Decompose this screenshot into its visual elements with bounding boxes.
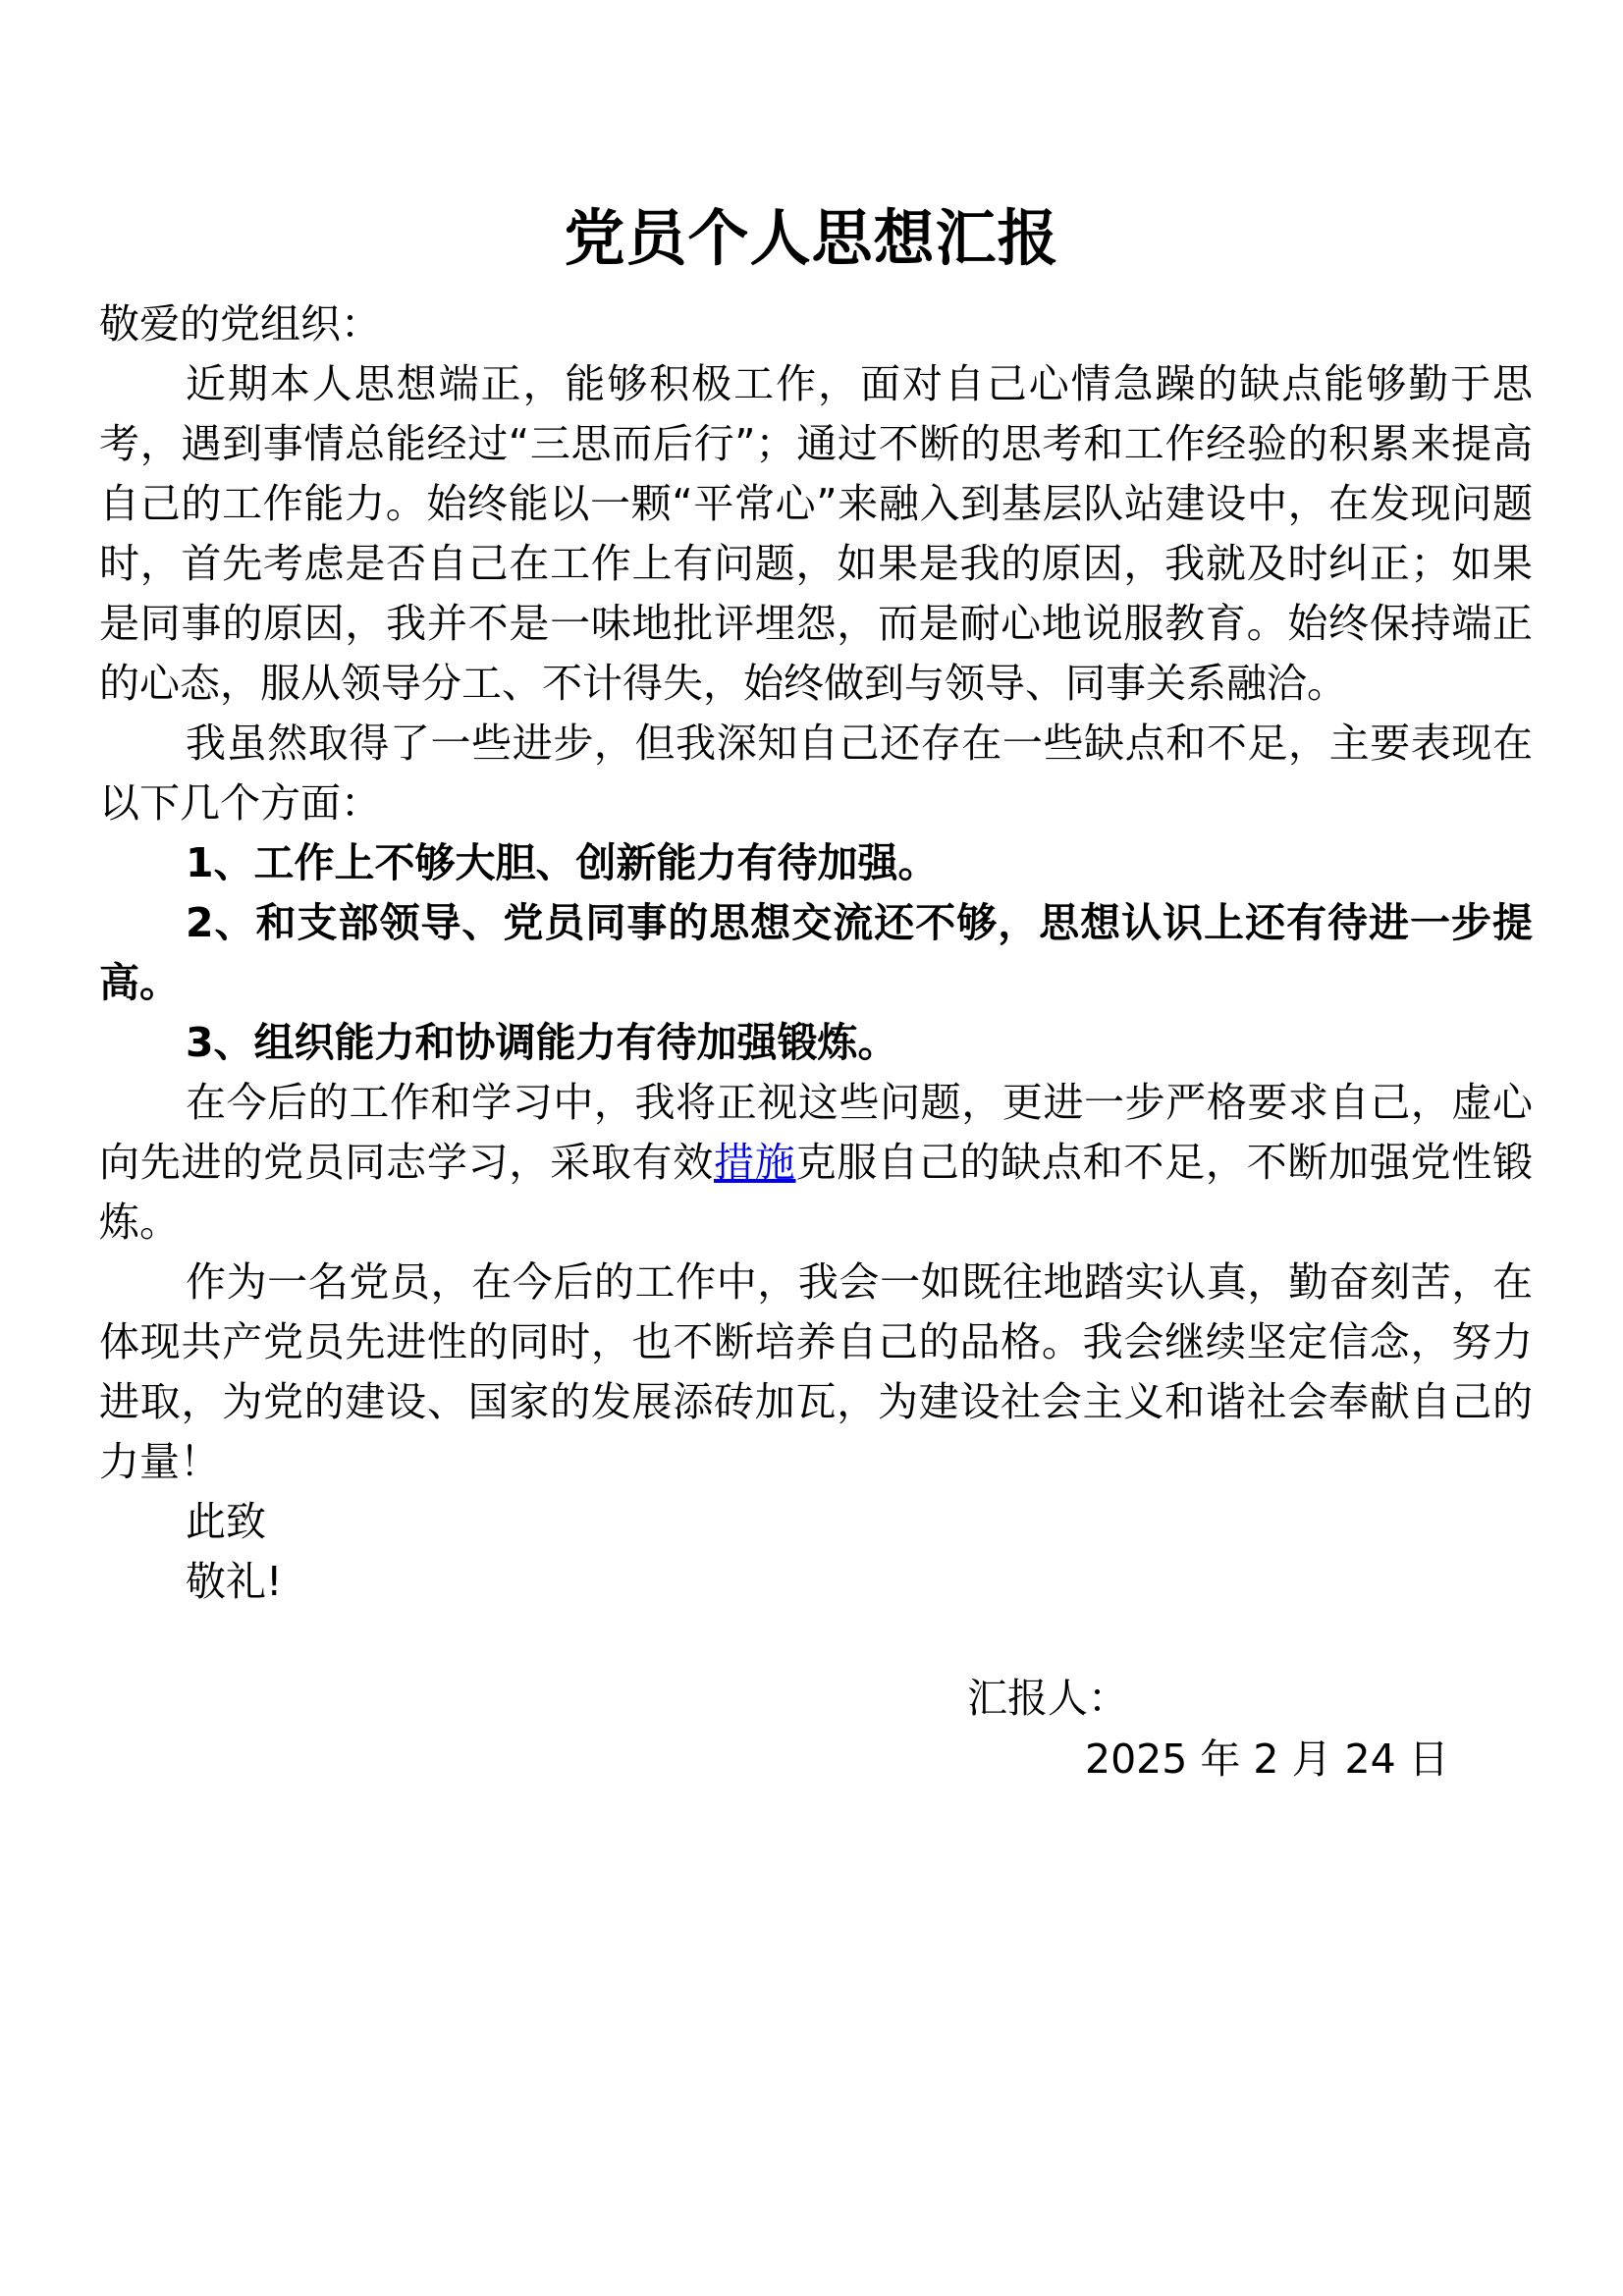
improvement-text-after: 克服自己的缺点和不足，不断加强党性锻炼。 (99, 1139, 1534, 1246)
paragraph-commitment: 作为一名党员，在今后的工作中，我会一如既往地踏实认真，勤奋刻苦，在体现共产党员先进性的同时，也不断培养自己的品格。我会继续坚定信念，努力进取，为党的建设、国家的发展添砖加瓦，为建设社会主义和谐社会奉献自己的力量！ (99, 1258, 1533, 1485)
signature-label: 汇报人： (967, 1675, 1128, 1722)
closing-line-2: 敬礼! (186, 1558, 283, 1605)
improvement-text-before: 在今后的工作和学习中，我将正视这些问题，更进一步严格要求自己，虚心向先进的党员同志学习，采取有效 (99, 1079, 1533, 1186)
report-date: 2025 年 2 月 24 日 (1085, 1735, 1449, 1783)
measures-link[interactable]: 措施 (714, 1139, 796, 1186)
salutation: 敬爱的党组织： (99, 300, 381, 347)
document-title: 党员个人思想汇报 (564, 202, 1059, 274)
closing-line-1: 此致 (186, 1498, 266, 1545)
paragraph-shortcomings-intro: 我虽然取得了一些进步，但我深知自己还存在一些缺点和不足，主要表现在以下几个方面： (99, 720, 1533, 827)
shortcoming-item-3: 3、组织能力和协调能力有待加强锻炼。 (186, 1019, 898, 1066)
paragraph-improvement (99, 1073, 1533, 1253)
paragraph-self-assessment: 近期本人思想端正，能够积极工作，面对自己心情急躁的缺点能够勤于思考，遇到事情总能经过“三思而后行”；通过不断的思考和工作经验的积累来提高自己的工作能力。始终能以一颗“平常心”来融入到基层队站建设中，在发现问题时，首先考虑是否自己在工作上有问题，如果是我的原因，我就及时纠正；如果是同事的原因，我并不是一味地批评埋怨，而是耐心地说服教育。始终保持端正的心态，服从领导分工、不计得失，始终做到与领导、同事关系融洽。 (99, 360, 1533, 707)
shortcoming-item-1: 1、工作上不够大胆、创新能力有待加强。 (186, 839, 939, 886)
shortcoming-item-2: 2、和支部领导、党员同事的思想交流还不够，思想认识上还有待进一步提高。 (99, 899, 1533, 1006)
document-body (99, 294, 1533, 1612)
